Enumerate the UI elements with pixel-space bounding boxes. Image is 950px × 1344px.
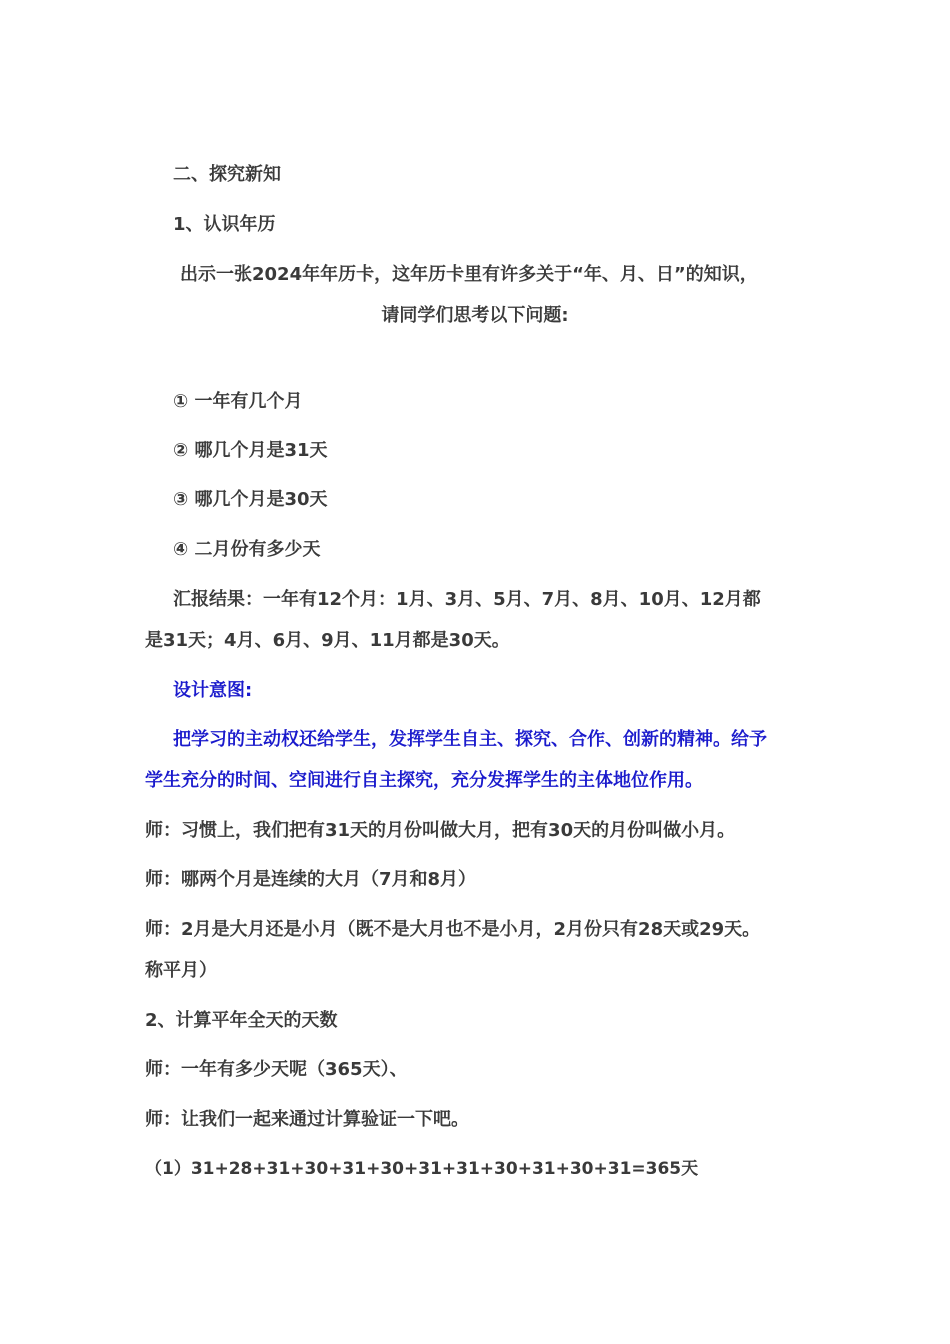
report-line-2: 是31天；4月、6月、9月、11月都是30天。 [145, 630, 510, 651]
subheading-calc-days: 2、计算平年全天的天数 [145, 1010, 338, 1031]
teacher-line-5: 师：让我们一起来通过计算验证一下吧。 [145, 1109, 469, 1130]
teacher-line-3: 师：2月是大月还是小月（既不是大月也不是小月，2月份只有28天或29天。 [145, 919, 761, 940]
intro-line-2: 请同学们思考以下问题: [381, 305, 569, 326]
teacher-line-1: 师：习惯上，我们把有31天的月份叫做大月，把有30天的月份叫做小月。 [145, 820, 736, 841]
question-1: ① 一年有几个月 [173, 391, 303, 412]
question-2: ② 哪几个月是31天 [173, 440, 328, 461]
intro-line-1: 出示一张2024年年历卡，这年历卡里有许多关于“年、月、日”的知识， [180, 264, 758, 285]
report-line-1: 汇报结果：一年有12个月：1月、3月、5月、7月、8月、10月、12月都 [173, 589, 761, 610]
design-intent-line-2: 学生充分的时间、空间进行自主探究，充分发挥学生的主体地位作用。 [145, 770, 703, 791]
teacher-line-4: 师：一年有多少天呢（365天）、 [145, 1059, 408, 1080]
section-heading: 二、探究新知 [173, 164, 281, 185]
question-3: ③ 哪几个月是30天 [173, 489, 328, 510]
subheading-know-calendar: 1、认识年历 [173, 214, 276, 235]
design-intent-label: 设计意图: [173, 680, 253, 701]
question-4: ④ 二月份有多少天 [173, 539, 321, 560]
teacher-line-2: 师：哪两个月是连续的大月（7月和8月） [145, 869, 477, 890]
design-intent-line-1: 把学习的主动权还给学生，发挥学生自主、探究、合作、创新的精神。给予 [173, 729, 767, 750]
teacher-line-3-cont: 称平月） [145, 960, 217, 981]
calculation-line: （1）31+28+31+30+31+30+31+31+30+31+30+31=365天 [145, 1159, 699, 1179]
